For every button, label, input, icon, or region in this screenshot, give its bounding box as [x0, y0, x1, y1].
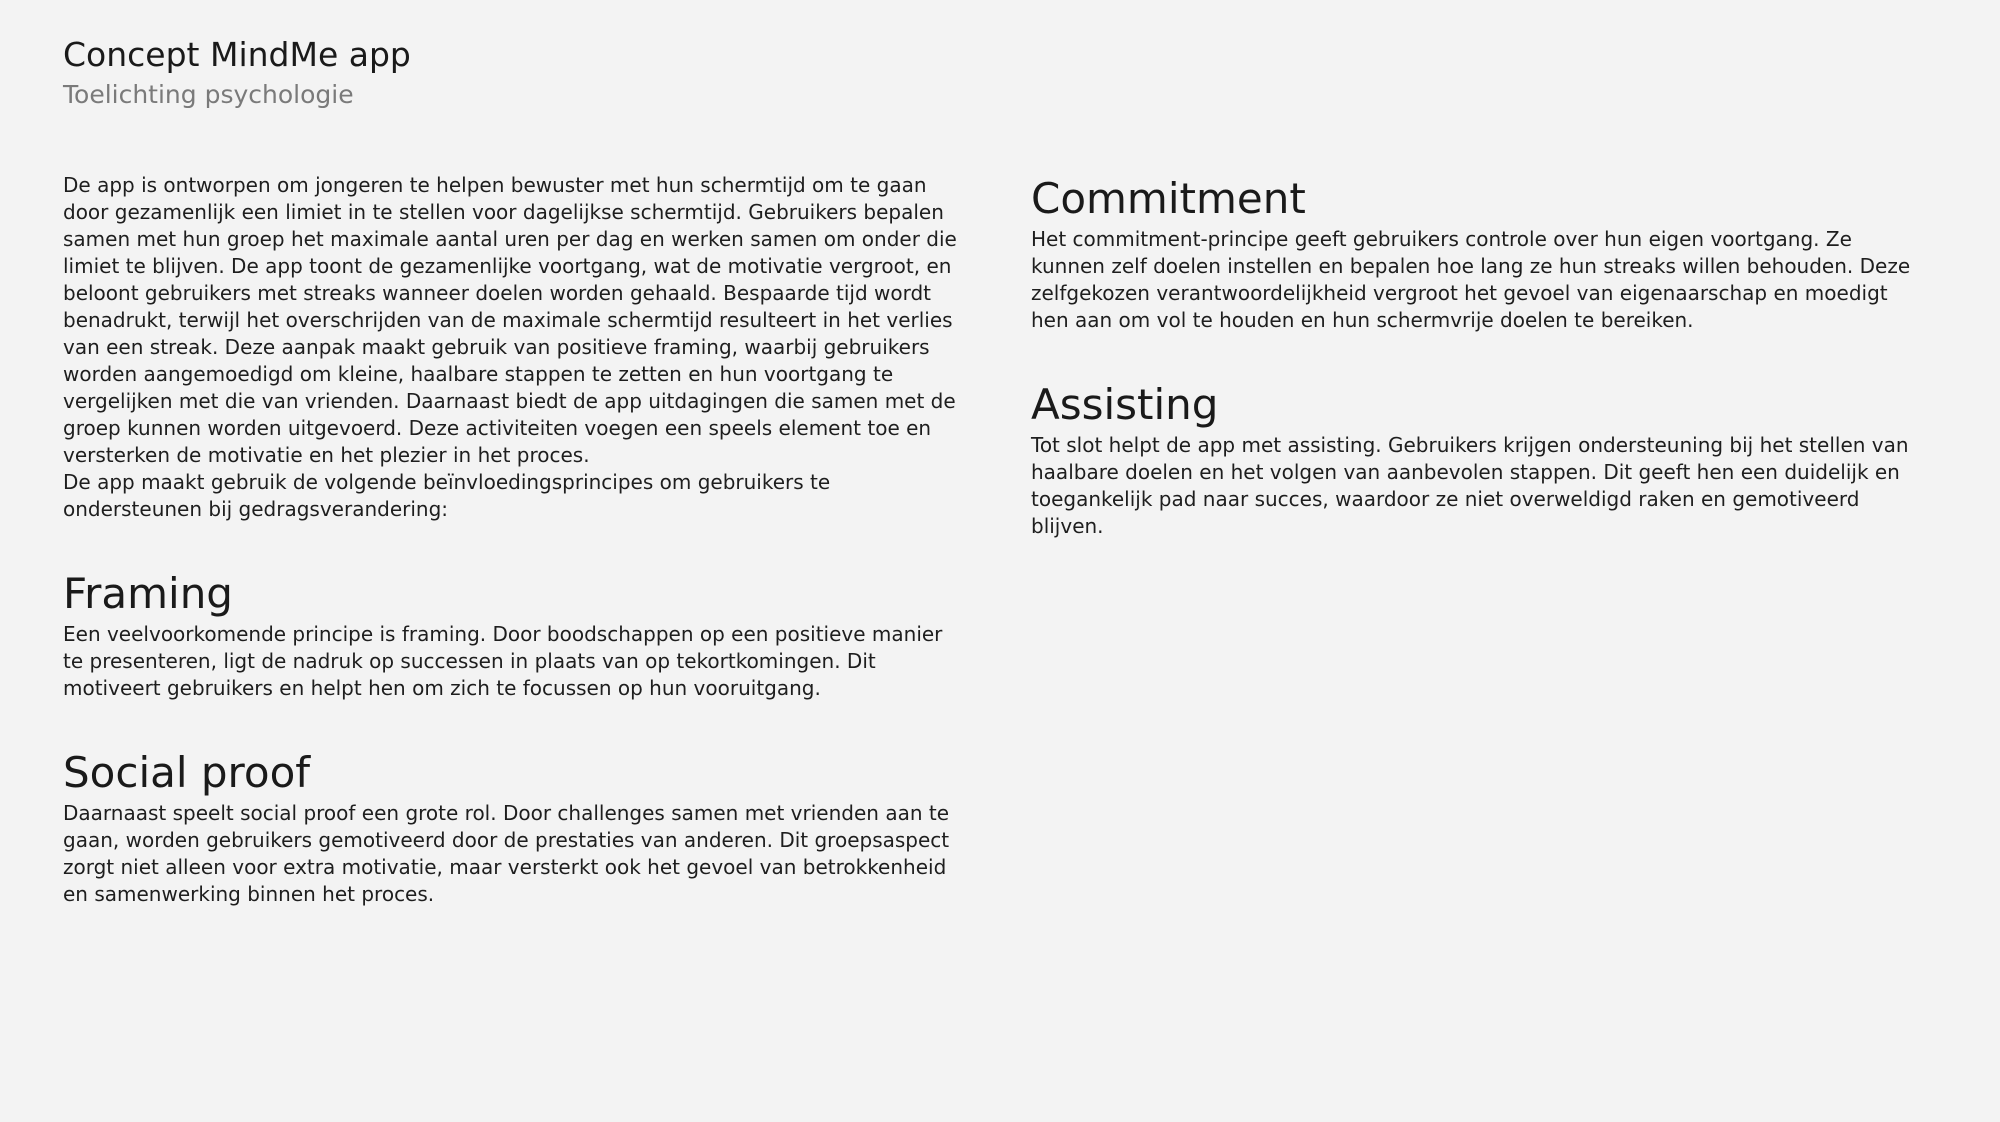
section-framing: [63, 567, 963, 702]
page-header: [63, 34, 411, 112]
section-text-assisting: Tot slot helpt de app met assisting. Gebruikers krijgen ondersteuning bij het stellen van haalbare doelen en het volgen van aanbevolen stappen. Dit geeft hen een duidelijk en toegankelijk pad naar succes, waardoor ze niet overweldigd raken en gemotiveerd blijven.: [1031, 433, 1909, 538]
principles-intro-paragraph: De app maakt gebruik de volgende beïnvloedingsprincipes om gebruikers te ondersteunen bij gedragsverandering:: [63, 470, 831, 521]
section-assisting: [1031, 378, 1931, 540]
section-title-assisting: Assisting: [1031, 380, 1219, 429]
section-commitment: [1031, 172, 1931, 334]
left-column: [63, 172, 963, 908]
section-title-commitment: Commitment: [1031, 174, 1306, 223]
section-text-framing: Een veelvoorkomende principe is framing. Door boodschappen op een positieve manier te presenteren, ligt de nadruk op successen in plaats van op tekortkomingen. Dit motiveert gebruikers en helpt hen om zich te focussen op hun vooruitgang.: [63, 622, 943, 700]
section-text-commitment: Het commitment-principe geeft gebruikers controle over hun eigen voortgang. Ze kunnen zelf doelen instellen en bepalen hoe lang ze hun streaks willen behouden. Deze zelfgekozen verantwoordelijkheid vergroot het gevoel van eigenaarschap en moedigt hen aan om vol te houden en hun schermvrije doelen te bereiken.: [1031, 227, 1911, 332]
intro-paragraph: De app is ontworpen om jongeren te helpen bewuster met hun schermtijd om te gaan door gezamenlijk een limiet in te stellen voor dagelijkse schermtijd. Gebruikers bepalen samen met hun groep het maximale aantal uren per dag en werken samen om onder die limiet te blijven. De app toont de gezamenlijke voortgang, wat de motivatie vergroot, en beloont gebruikers met streaks wanneer doelen worden gehaald. Bespaarde tijd wordt benadrukt, terwijl het overschrijden van de maximale schermtijd resulteert in het verlies van een streak. Deze aanpak maakt gebruik van positieve framing, waarbij gebruikers worden aangemoedigd om kleine, haalbare stappen te zetten en hun voortgang te vergelijken met die van vrienden. Daarnaast biedt de app uitdagingen die samen met de groep kunnen worden uitgevoerd. Deze activiteiten voegen een speels element toe en versterken de motivatie en het plezier in het proces.: [63, 173, 957, 467]
page-title: Concept MindMe app: [63, 35, 411, 74]
page-subtitle: Toelichting psychologie: [63, 80, 354, 109]
section-social-proof: [63, 746, 963, 908]
section-title-framing: Framing: [63, 569, 233, 618]
section-text-social-proof: Daarnaast speelt social proof een grote rol. Door challenges samen met vrienden aan te gaan, worden gebruikers gemotiveerd door de prestaties van anderen. Dit groepsaspect zorgt niet alleen voor extra motivatie, maar versterkt ook het gevoel van betrokkenheid en samenwerking binnen het proces.: [63, 801, 950, 906]
section-title-social-proof: Social proof: [63, 748, 311, 797]
right-column: [1031, 172, 1931, 540]
